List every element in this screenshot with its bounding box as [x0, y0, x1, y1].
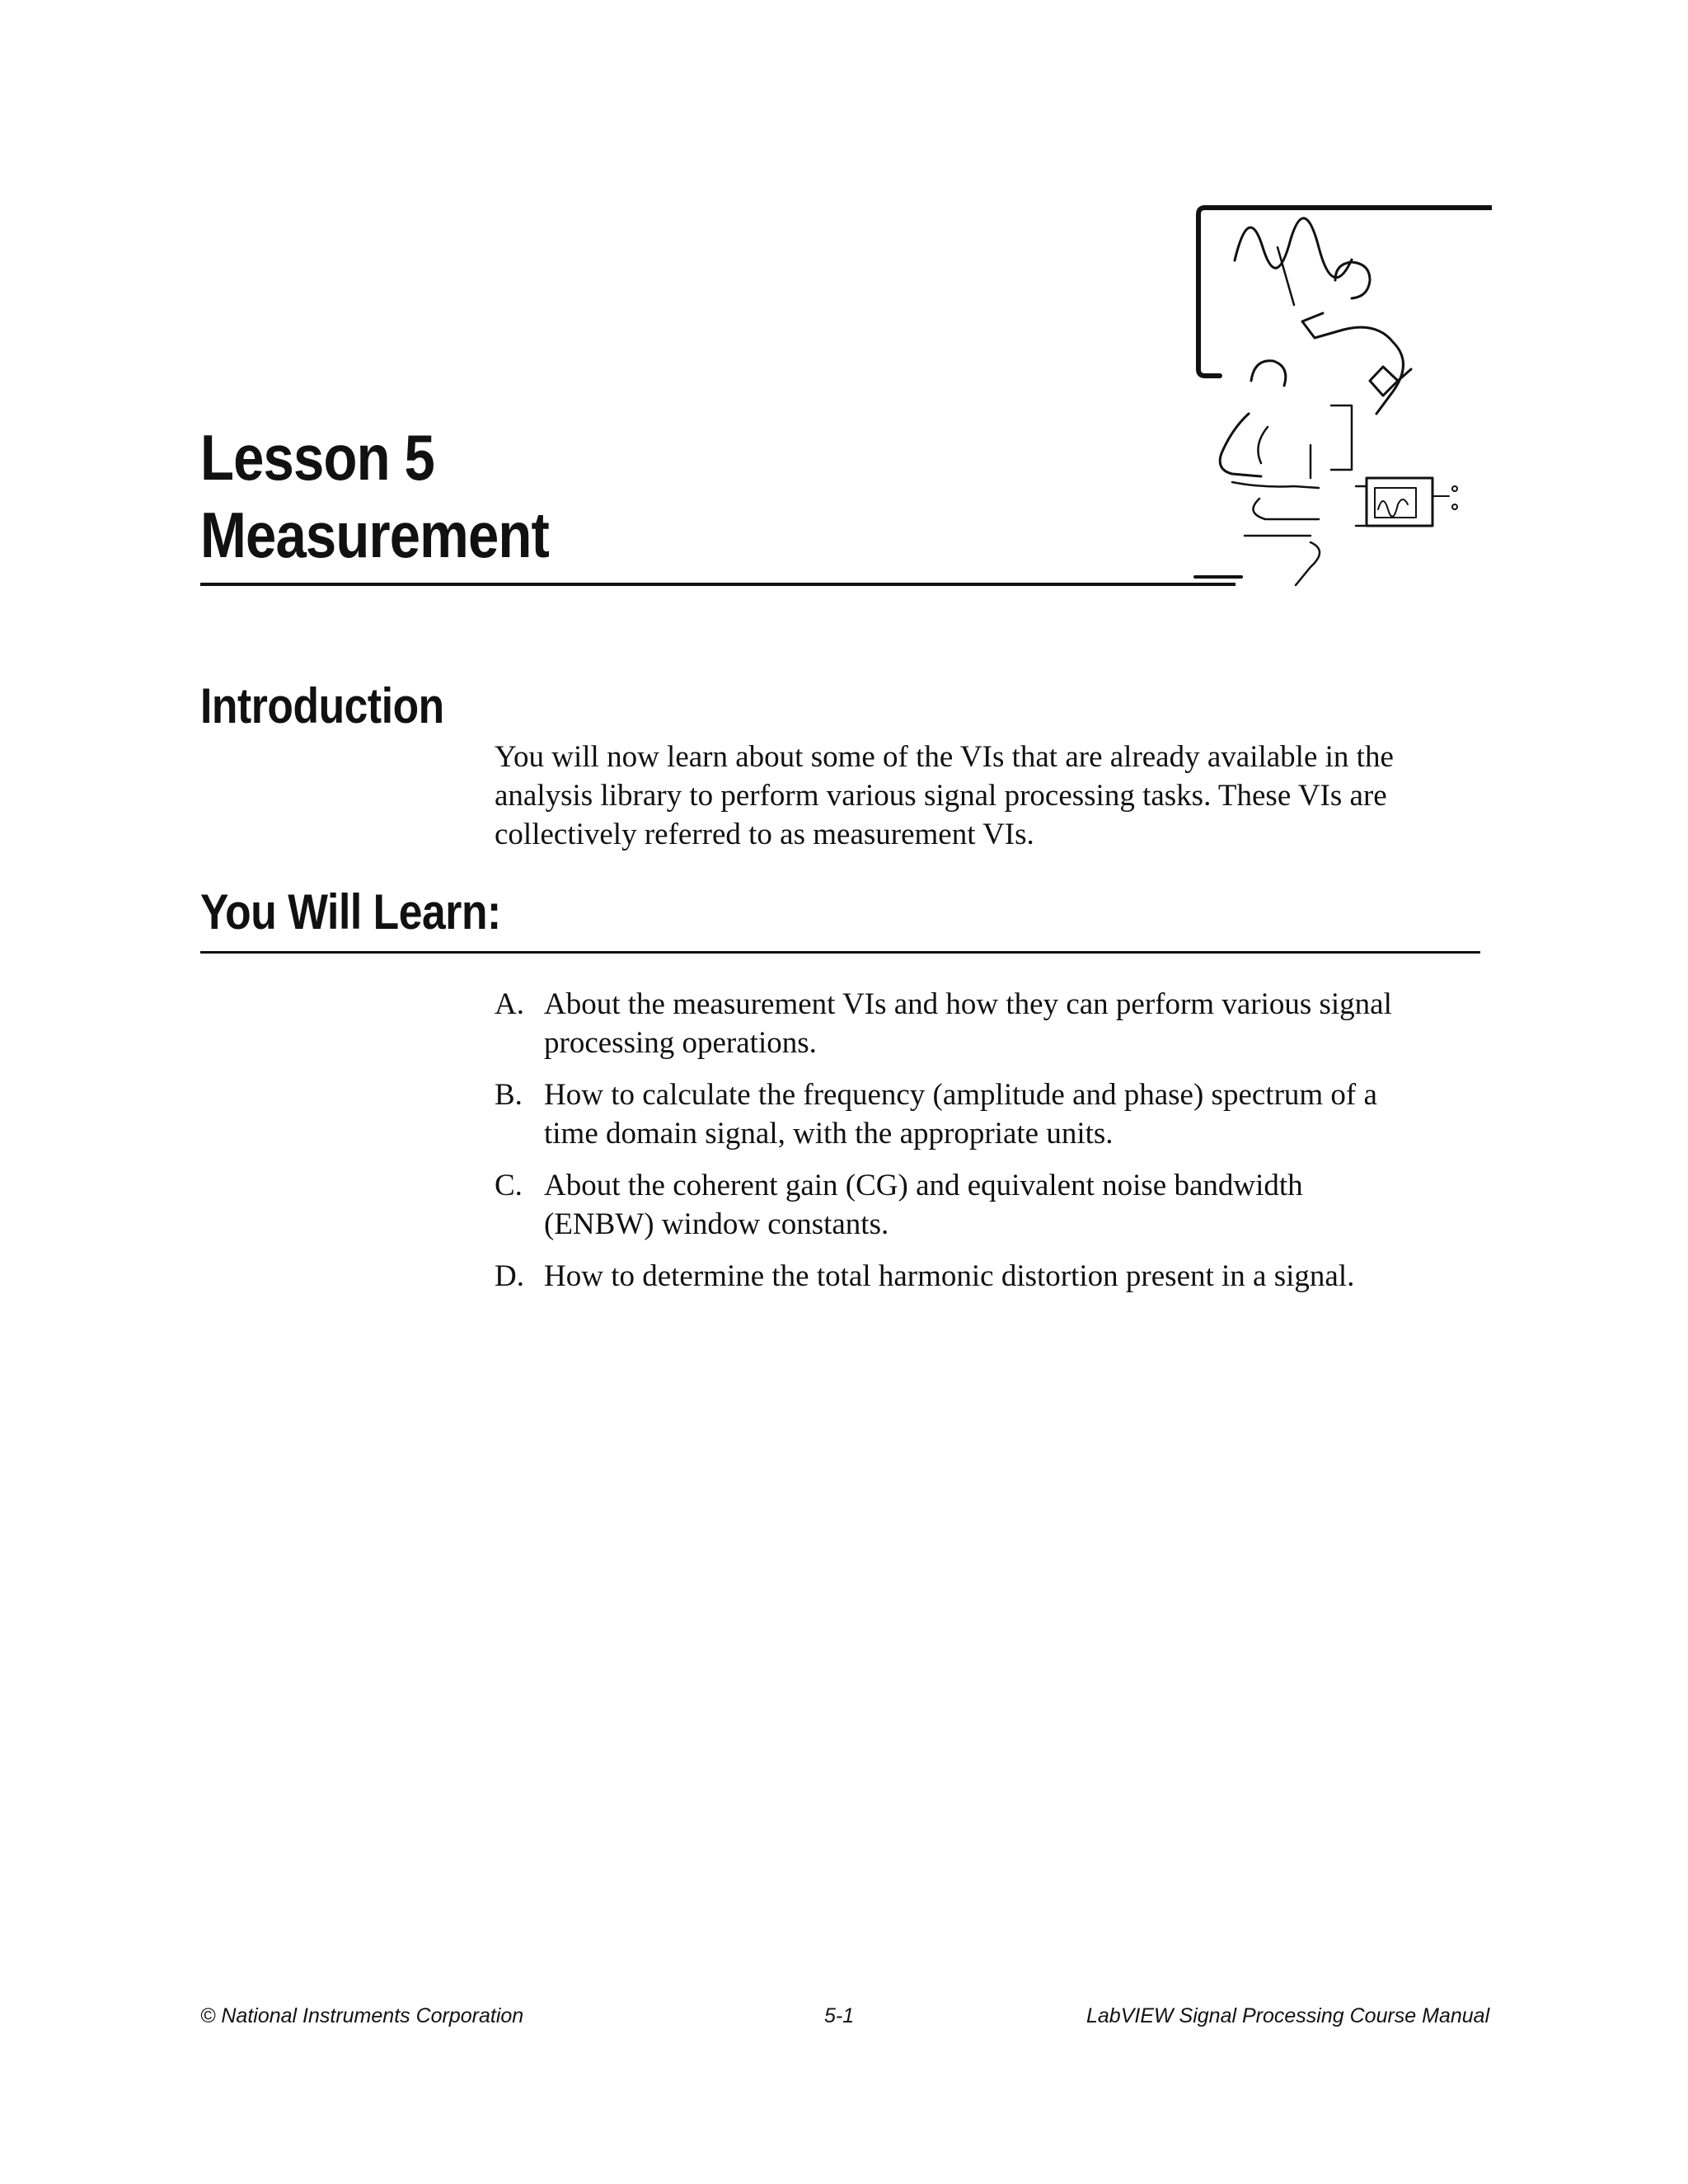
person-at-oscilloscope-icon	[1187, 198, 1492, 610]
lesson-label: Lesson 5	[200, 421, 434, 494]
list-item-text: About the measurement VIs and how they can perform various signal	[544, 987, 1392, 1021]
introduction-heading: Introduction	[200, 678, 444, 733]
list-item-letter: A.	[495, 987, 524, 1021]
you-will-learn-heading: You Will Learn:	[200, 884, 501, 940]
learning-objectives-list	[495, 985, 1484, 1309]
list-item-letter: B.	[495, 1078, 523, 1112]
lesson-title: Measurement	[200, 499, 549, 571]
introduction-line: collectively referred to as measurement VIs.	[495, 818, 1034, 851]
lesson-title-block	[200, 419, 942, 574]
list-item-text: How to determine the total harmonic distortion present in a signal.	[544, 1259, 1355, 1293]
introduction-line: You will now learn about some of the VIs that are already available in the	[495, 740, 1394, 774]
list-item-text: time domain signal, with the appropriate units.	[544, 1117, 1114, 1151]
list-item	[495, 1257, 1484, 1296]
list-item-text: About the coherent gain (CG) and equivalent noise bandwidth	[544, 1169, 1303, 1202]
footer-page-number: 5-1	[824, 2004, 855, 2027]
list-item	[495, 1076, 1484, 1153]
list-item	[495, 1166, 1484, 1244]
introduction-paragraph	[495, 738, 1484, 854]
list-item-text: How to calculate the frequency (amplitude and phase) spectrum of a	[544, 1078, 1377, 1112]
footer-manual-title: LabVIEW Signal Processing Course Manual	[1086, 2004, 1490, 2027]
list-item-text: processing operations.	[544, 1026, 817, 1060]
introduction-line: analysis library to perform various signal processing tasks. These VIs are	[495, 779, 1387, 813]
section-divider	[200, 951, 1480, 954]
list-item-letter: D.	[495, 1259, 524, 1293]
list-item-letter: C.	[495, 1169, 523, 1202]
title-divider	[200, 583, 1236, 586]
footer-copyright: © National Instruments Corporation	[200, 2004, 524, 2027]
list-item-text: (ENBW) window constants.	[544, 1207, 889, 1241]
list-item	[495, 985, 1484, 1062]
